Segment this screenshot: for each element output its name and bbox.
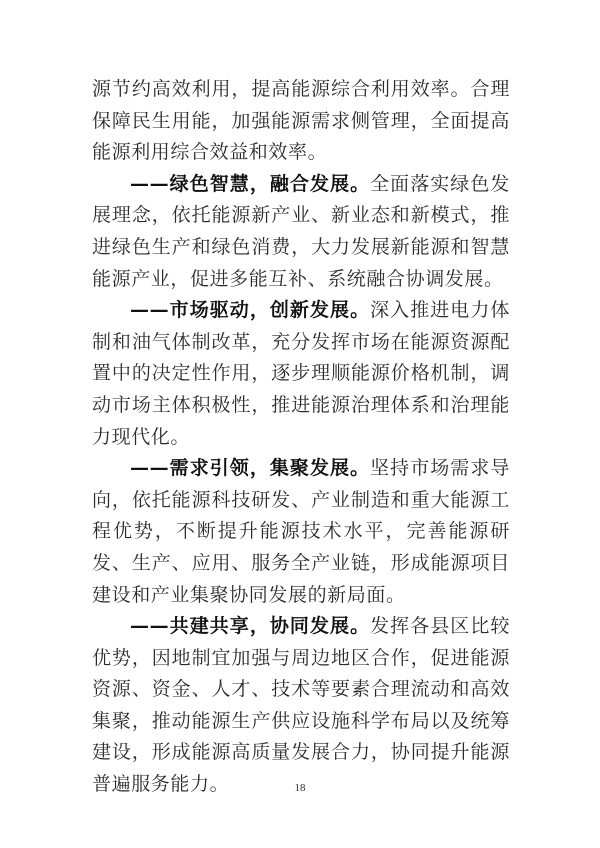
paragraph-green-smart [92, 169, 510, 295]
document-body [92, 74, 510, 801]
paragraph-demand-led [92, 453, 510, 611]
paragraph-market-driven [92, 295, 510, 453]
paragraph-text: 发挥各县区比较优势，因地制宜加强与周边地区合作，促进能源资源、资金、人才、技术等要素合理流动和高效集聚，推动能源生产供应设施科学布局以及统筹建设，形成能源高质量发展合力，协同提升能源普遍服务能力。 [92, 615, 511, 796]
paragraph-heading: ——需求引领，集聚发展。 [130, 457, 371, 480]
paragraph-continuation [92, 74, 510, 169]
paragraph-text: 坚持市场需求导向，依托能源科技研发、产业制造和重大能源工程优势，不断提升能源技术水平，完善能源研发、生产、应用、服务全产业链，形成能源项目建设和产业集聚协同发展的新局面。 [92, 457, 511, 606]
paragraph-text: 深入推进电力体制和油气体制改革，充分发挥市场在能源资源配置中的决定性作用，逐步理顺能源价格机制，调动市场主体积极性，推进能源治理体系和治理能力现代化。 [92, 299, 511, 448]
paragraph-heading: ——共建共享，协同发展。 [130, 615, 371, 638]
paragraph-text: 全面落实绿色发展理念，依托能源新产业、新业态和新模式，推进绿色生产和绿色消费，大力发展新能源和智慧能源产业，促进多能互补、系统融合协调发展。 [92, 172, 511, 290]
paragraph-heading: ——市场驱动，创新发展。 [130, 299, 371, 322]
page-number: 18 [294, 782, 306, 794]
paragraph-co-build [92, 611, 510, 801]
paragraph-text: 源节约高效利用，提高能源综合利用效率。合理保障民生用能，加强能源需求侧管理，全面提高能源利用综合效益和效率。 [92, 78, 510, 164]
paragraph-heading: ——绿色智慧，融合发展。 [130, 172, 371, 195]
